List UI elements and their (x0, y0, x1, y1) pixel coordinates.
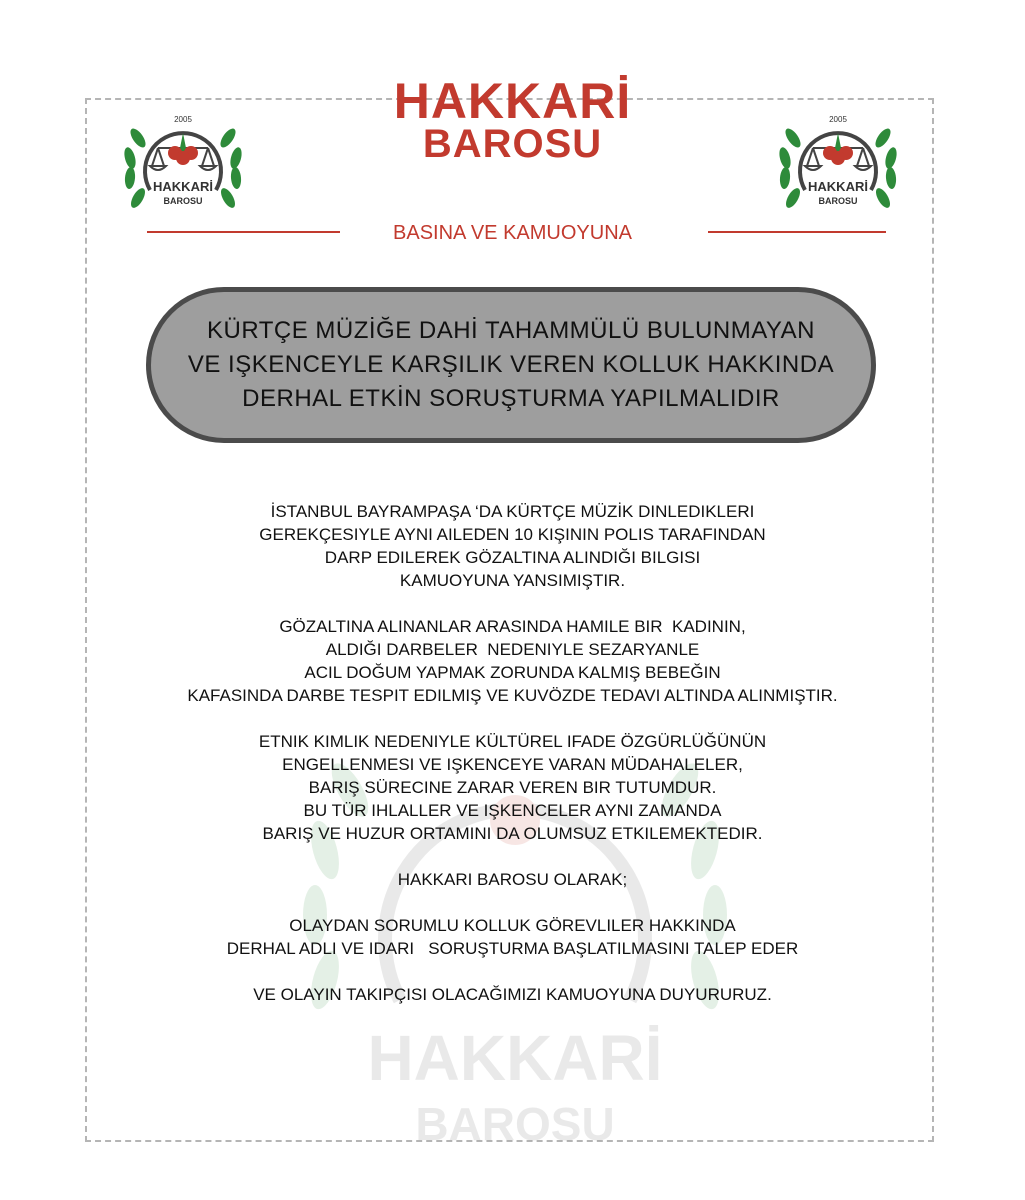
headline-line: KÜRTÇE MÜZİĞE DAHİ TAHAMMÜLÜ BULUNMAYAN (206, 317, 815, 344)
text-line: GÖZALTINA ALINANLAR ARASINDA HAMILE BIR KADININ, (279, 617, 746, 636)
text-line: OLAYDAN SORUMLU KOLLUK GÖREVLILER HAKKINDA (289, 916, 736, 935)
svg-text:BAROSU: BAROSU (415, 1098, 615, 1150)
svg-text:2005: 2005 (829, 115, 847, 124)
paragraph (100, 730, 925, 845)
text-line: DERHAL ADLI VE IDARI SORUŞTURMA BAŞLATILMASINI TALEP EDER (226, 939, 799, 958)
text-line: İSTANBUL BAYRAMPAŞA ‘DA KÜRTÇE MÜZİK DINLEDIKLERI (270, 502, 755, 521)
text-line: VE OLAYIN TAKIPÇISI OLACAĞIMIZI KAMUOYUNA DUYURURUZ. (253, 985, 772, 1004)
paragraph (100, 615, 925, 707)
tulip-flower-icon (823, 133, 853, 165)
text-line: ENGELLENMESI VE IŞKENCEYE VARAN MÜDAHALELER, (282, 755, 743, 774)
bar-logo-right (773, 98, 903, 228)
text-line: BU TÜR IHLALLER VE IŞKENCELER AYNI ZAMANDA (303, 801, 722, 820)
tulip-flower-icon (168, 133, 198, 165)
paragraph (100, 914, 925, 960)
text-line: HAKKARI BAROSU OLARAK; (397, 870, 628, 889)
statement-body (100, 500, 925, 1029)
headline-line: VE IŞKENCEYLE KARŞILIK VEREN KOLLUK HAKKINDA (187, 351, 835, 378)
bar-title: HAKKARİ (393, 73, 632, 129)
bar-logo-left (118, 98, 248, 228)
divider-right (708, 231, 886, 233)
bar-subtitle: BAROSU (422, 122, 603, 166)
paragraph (100, 500, 925, 592)
headline-line: DERHAL ETKİN SORUŞTURMA YAPILMALIDIR (242, 385, 780, 412)
text-line: ACIL DOĞUM YAPMAK ZORUNDA KALMIŞ BEBEĞIN (304, 663, 721, 682)
text-line: KAMUOYUNA YANSIMIŞTIR. (399, 571, 626, 590)
headline-banner (146, 287, 876, 443)
svg-text:HAKKARİ: HAKKARİ (153, 179, 213, 194)
svg-text:HAKKARİ: HAKKARİ (808, 179, 868, 194)
text-line: ETNIK KIMLIK NEDENIYLE KÜLTÜREL IFADE ÖZGÜRLÜĞÜNÜN (258, 732, 767, 751)
text-line: BARIŞ SÜRECINE ZARAR VEREN BIR TUTUMDUR. (308, 778, 717, 797)
paragraph (100, 868, 925, 891)
text-line: DARP EDILEREK GÖZALTINA ALINDIĞI BILGISI (324, 548, 701, 567)
paragraph (100, 983, 925, 1006)
text-line: KAFASINDA DARBE TESPIT EDILMIŞ VE KUVÖZDE TEDAVI ALTINDA ALINMIŞTIR. (187, 686, 838, 705)
svg-text:HAKKARİ: HAKKARİ (367, 1022, 663, 1094)
text-line: ALDIĞI DARBELER NEDENIYLE SEZARYANLE (325, 640, 700, 659)
svg-text:2005: 2005 (174, 115, 192, 124)
svg-text:BAROSU: BAROSU (818, 196, 858, 206)
text-line: BARIŞ VE HUZUR ORTAMINI DA OLUMSUZ ETKILEMEKTEDIR. (262, 824, 763, 843)
text-line: GEREKÇESIYLE AYNI AILEDEN 10 KIŞININ POLIS TARAFINDAN (259, 525, 766, 544)
svg-text:BAROSU: BAROSU (163, 196, 203, 206)
press-release-heading: BASINA VE KAMUOYUNA (393, 222, 632, 244)
